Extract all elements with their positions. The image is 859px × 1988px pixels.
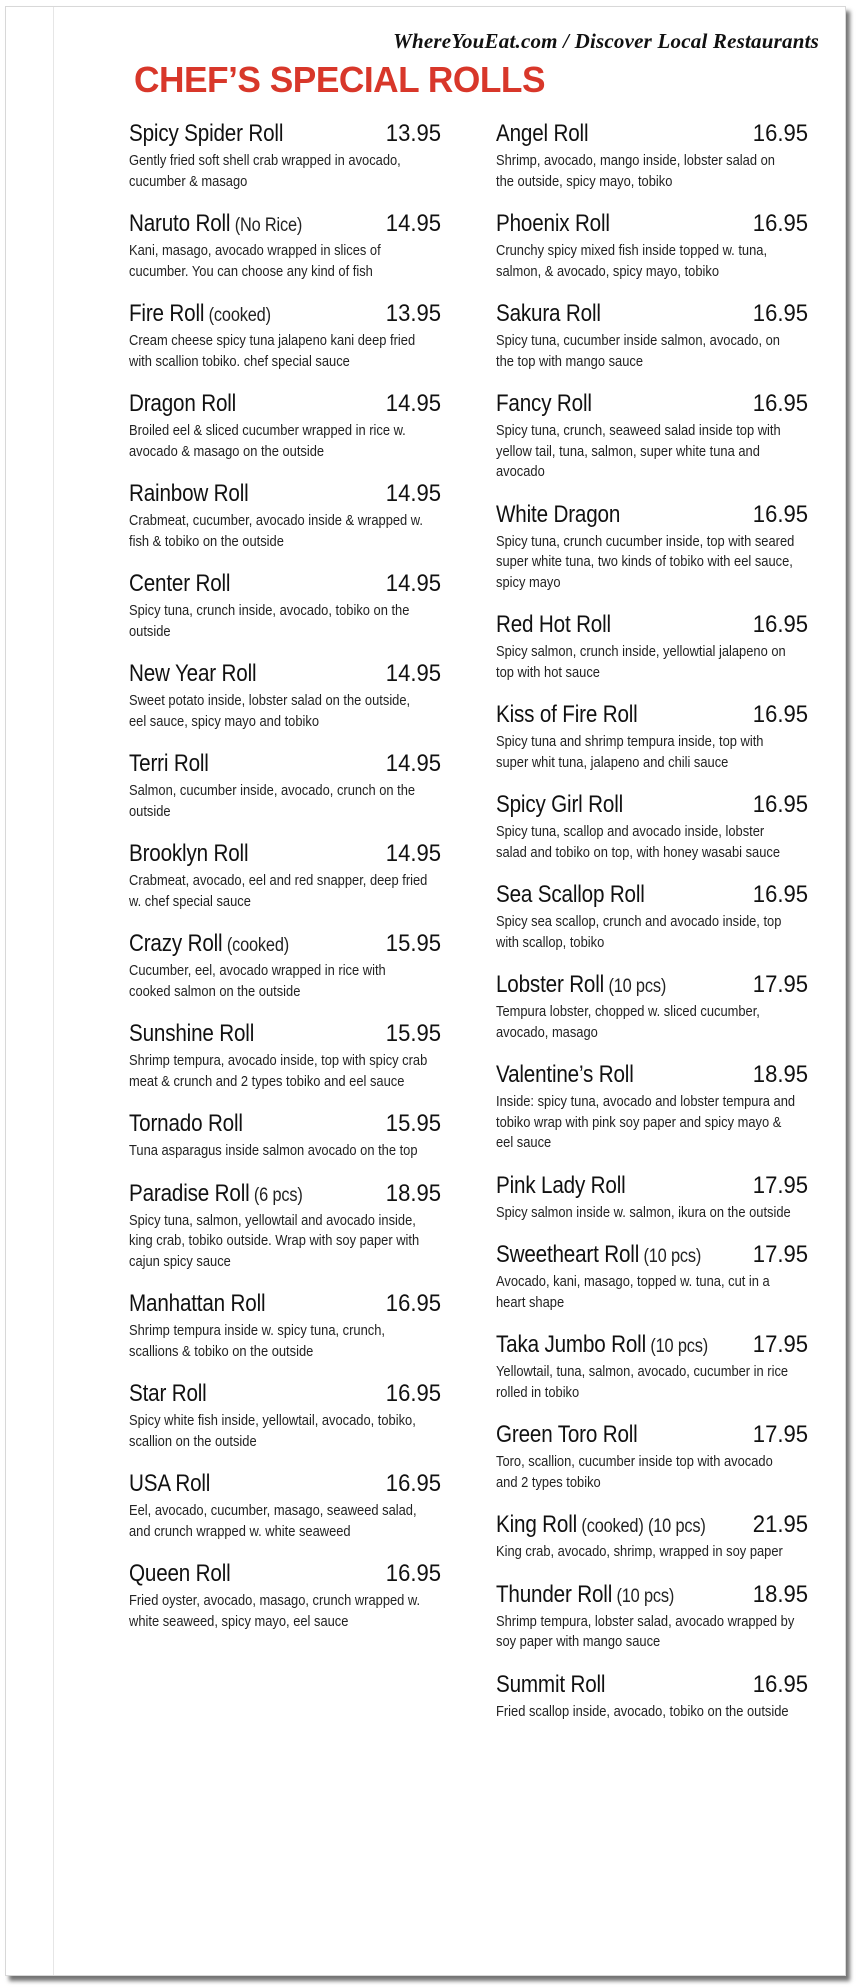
menu-item-title: Phoenix Roll — [496, 210, 610, 237]
menu-item-title: Thunder Roll — [496, 1580, 613, 1608]
menu-item-price: 18.95 — [752, 1061, 808, 1088]
menu-item-name — [496, 701, 638, 731]
menu-item-name — [129, 930, 289, 960]
menu-item-header — [496, 1671, 808, 1701]
menu-item-description: Fried scallop inside, avocado, tobiko on the outside — [496, 1702, 789, 1720]
menu-item-title: Angel Roll — [496, 120, 589, 147]
menu-item-description: Kani, masago, avocado wrapped in slices of cucumber. You can choose any kind of fish — [129, 242, 381, 280]
menu-item-title: Sweetheart Roll — [496, 1241, 640, 1268]
page-fold-line — [53, 7, 54, 1975]
menu-item-price: 14.95 — [385, 480, 441, 507]
menu-item-price: 16.95 — [752, 120, 808, 147]
menu-item — [129, 480, 449, 552]
menu-item-name — [129, 840, 248, 870]
menu-item-header — [129, 120, 441, 150]
menu-item — [496, 1421, 816, 1493]
menu-item-note: (No Rice) — [230, 215, 303, 236]
menu-item-title: USA Roll — [129, 1470, 211, 1497]
menu-item-price: 18.95 — [752, 1580, 808, 1608]
menu-item-price: 16.95 — [752, 210, 808, 237]
menu-item-note: (10 pcs) — [604, 976, 667, 997]
menu-item-name — [129, 1020, 254, 1050]
menu-item-title: Red Hot Roll — [496, 611, 611, 638]
menu-item-description: Avocado, kani, masago, topped w. tuna, cut in a heart shape — [496, 1273, 770, 1311]
menu-item-price: 13.95 — [385, 120, 441, 147]
menu-item-price: 17.95 — [752, 1421, 808, 1448]
menu-item-name — [496, 120, 588, 150]
menu-item-title: Dragon Roll — [129, 390, 237, 417]
menu-item-header — [496, 1331, 808, 1361]
menu-item-header — [129, 660, 441, 690]
menu-item — [129, 750, 449, 822]
menu-item-header — [496, 390, 808, 420]
menu-item-header — [129, 1560, 441, 1590]
menu-item-price: 16.95 — [385, 1380, 441, 1407]
menu-item — [496, 390, 816, 483]
menu-item-description: Sweet potato inside, lobster salad on the outside, eel sauce, spicy mayo and tobiko — [129, 692, 411, 730]
menu-item-name — [496, 1511, 706, 1541]
menu-item — [496, 1172, 816, 1224]
menu-item-header — [129, 480, 441, 510]
menu-item-name — [129, 390, 236, 420]
menu-item — [496, 1671, 816, 1723]
menu-item-description: Tempura lobster, chopped w. sliced cucumber, avocado, masago — [496, 1003, 760, 1041]
menu-item-header — [496, 300, 808, 330]
menu-item — [496, 1511, 816, 1563]
menu-item-name — [496, 1421, 638, 1451]
menu-item-name — [496, 210, 610, 240]
menu-item-price: 16.95 — [752, 881, 808, 908]
menu-item-description: Eel, avocado, cucumber, masago, seaweed salad, and crunch wrapped w. white seaweed — [129, 1502, 417, 1540]
menu-item — [129, 1560, 449, 1632]
menu-item — [129, 570, 449, 642]
menu-item-header — [496, 881, 808, 911]
menu-item — [496, 701, 816, 773]
menu-item — [129, 1110, 449, 1162]
menu-item-name — [496, 791, 623, 821]
menu-item-name — [496, 611, 611, 641]
menu-item-name — [129, 750, 209, 780]
menu-item-name — [129, 1380, 207, 1410]
menu-item-title: Brooklyn Roll — [129, 840, 249, 867]
menu-item — [496, 791, 816, 863]
menu-item — [129, 1470, 449, 1542]
menu-item — [129, 840, 449, 912]
menu-item-title: Terri Roll — [129, 750, 209, 777]
menu-item-title: Fancy Roll — [496, 390, 592, 417]
menu-item-price: 16.95 — [752, 611, 808, 638]
menu-item-header — [496, 1511, 808, 1541]
menu-item — [496, 1241, 816, 1313]
menu-item-header — [496, 1172, 808, 1202]
menu-item-header — [129, 1470, 441, 1500]
site-watermark: WhereYouEat.com / Discover Local Restaurants — [393, 29, 819, 53]
menu-item-name — [129, 570, 230, 600]
menu-item-name — [496, 1331, 708, 1361]
menu-item-name — [129, 1180, 303, 1210]
menu-item-price: 16.95 — [752, 390, 808, 417]
menu-item-name — [129, 1110, 243, 1140]
menu-item-description: Salmon, cucumber inside, avocado, crunch on the outside — [129, 782, 416, 820]
menu-item-header — [496, 1061, 808, 1091]
menu-item — [129, 1020, 449, 1092]
menu-item-name — [129, 480, 249, 510]
menu-item-price: 15.95 — [385, 1020, 441, 1047]
menu-item-title: White Dragon — [496, 500, 621, 528]
menu-item-description: Spicy tuna, salmon, yellowtail and avocado inside, king crab, tobiko outside. Wrap with soy paper with cajun spicy sauce — [129, 1211, 420, 1270]
menu-item-description: Toro, scallion, cucumber inside top with avocado and 2 types tobiko — [496, 1453, 773, 1491]
menu-item-name — [129, 300, 271, 330]
menu-item-note: (10 pcs) — [612, 1585, 675, 1607]
menu-item-name — [496, 1061, 634, 1091]
menu-item-description: Spicy tuna, crunch inside, avocado, tobiko on the outside — [129, 602, 410, 640]
menu-item-name — [496, 1581, 674, 1611]
menu-item-name — [129, 210, 302, 240]
menu-item-description: Shrimp tempura, avocado inside, top with spicy crab meat & crunch and 2 types tobiko and eel sauce — [129, 1052, 428, 1090]
menu-item-header — [129, 1110, 441, 1140]
menu-item-header — [496, 1581, 808, 1611]
menu-item-title: New Year Roll — [129, 660, 257, 687]
menu-item-description: Shrimp tempura inside w. spicy tuna, crunch, scallions & tobiko on the outside — [129, 1322, 385, 1360]
menu-column-left — [129, 120, 449, 1650]
menu-item-description: Spicy sea scallop, crunch and avocado inside, top with scallop, tobiko — [496, 913, 782, 951]
menu-item-note: (cooked) (10 pcs) — [577, 1516, 706, 1537]
menu-item-description: Crabmeat, cucumber, avocado inside & wrapped w. fish & tobiko on the outside — [129, 512, 423, 550]
menu-item-header — [496, 971, 808, 1001]
menu-item-title: Green Toro Roll — [496, 1421, 638, 1448]
menu-item-price: 16.95 — [385, 1560, 441, 1587]
menu-item-header — [129, 1290, 441, 1320]
menu-item — [496, 881, 816, 953]
menu-item-title: Lobster Roll — [496, 971, 605, 998]
menu-item-header — [496, 120, 808, 150]
menu-item-description: Gently fried soft shell crab wrapped in avocado, cucumber & masago — [129, 152, 401, 190]
menu-item-price: 21.95 — [752, 1511, 808, 1538]
menu-item-header — [496, 1241, 808, 1271]
menu-item-title: Pink Lady Roll — [496, 1171, 626, 1199]
menu-item — [129, 930, 449, 1002]
menu-item-title: Valentine’s Roll — [496, 1061, 634, 1088]
menu-item-description: King crab, avocado, shrimp, wrapped in soy paper — [496, 1543, 783, 1560]
menu-item-description: Inside: spicy tuna, avocado and lobster tempura and tobiko wrap with pink soy paper and spicy mayo & eel sauce — [496, 1093, 796, 1151]
menu-item-header — [129, 300, 441, 330]
menu-item-description: Fried oyster, avocado, masago, crunch wrapped w. white seaweed, spicy mayo, eel sauce — [129, 1592, 421, 1630]
menu-item-header — [496, 611, 808, 641]
menu-item-title: Rainbow Roll — [129, 480, 249, 507]
menu-item-header — [129, 750, 441, 780]
menu-item-note: (cooked) — [204, 305, 271, 326]
menu-item-note: (10 pcs) — [646, 1336, 709, 1357]
menu-item-price: 16.95 — [385, 1290, 441, 1317]
menu-item-name — [496, 390, 592, 420]
menu-item — [496, 120, 816, 192]
menu-item-price: 16.95 — [752, 701, 808, 728]
menu-item-price: 14.95 — [385, 840, 441, 867]
menu-item — [129, 120, 449, 192]
menu-item-description: Shrimp tempura, lobster salad, avocado wrapped by soy paper with mango sauce — [496, 1612, 795, 1650]
menu-item-note: (6 pcs) — [249, 1184, 303, 1206]
menu-item — [129, 1290, 449, 1362]
menu-item-price: 16.95 — [752, 1670, 808, 1698]
menu-item-description: Spicy tuna, cucumber inside salmon, avocado, on the top with mango sauce — [496, 332, 780, 370]
menu-item-title: Spicy Spider Roll — [129, 120, 284, 147]
menu-item-price: 14.95 — [385, 750, 441, 777]
menu-item-header — [496, 210, 808, 240]
menu-item-name — [129, 660, 256, 690]
menu-item-title: Star Roll — [129, 1380, 207, 1407]
menu-item-description: Spicy tuna and shrimp tempura inside, top with super whit tuna, jalapeno and chili sauce — [496, 733, 764, 771]
menu-item-price: 17.95 — [752, 1241, 808, 1268]
menu-item-price: 13.95 — [385, 300, 441, 327]
menu-item-header — [129, 1380, 441, 1410]
menu-item-header — [129, 840, 441, 870]
menu-item-price: 17.95 — [752, 1171, 808, 1199]
menu-item-description: Spicy salmon, crunch inside, yellowtial jalapeno on top with hot sauce — [496, 643, 786, 681]
menu-item-title: Crazy Roll — [129, 930, 223, 957]
menu-item-price: 15.95 — [385, 1110, 441, 1137]
menu-item-description: Spicy tuna, crunch cucumber inside, top with seared super white tuna, two kinds of tobiko with eel sauce, spicy mayo — [496, 532, 795, 591]
menu-item-description: Crunchy spicy mixed fish inside topped w. tuna, salmon, & avocado, spicy mayo, tobiko — [496, 242, 768, 280]
menu-item-title: Center Roll — [129, 570, 231, 597]
menu-item-header — [496, 1421, 808, 1451]
menu-item — [129, 210, 449, 282]
menu-item-price: 14.95 — [385, 210, 441, 237]
menu-item — [129, 1180, 449, 1273]
menu-item — [496, 971, 816, 1043]
menu-item-price: 16.95 — [752, 500, 808, 528]
menu-item-price: 16.95 — [752, 791, 808, 818]
menu-item-description: Spicy salmon inside w. salmon, ikura on the outside — [496, 1203, 791, 1221]
menu-item-header — [129, 930, 441, 960]
menu-item-name — [496, 300, 601, 330]
menu-item-price: 14.95 — [385, 660, 441, 687]
menu-item — [496, 611, 816, 683]
menu-item-name — [496, 1172, 626, 1202]
menu-item-header — [496, 701, 808, 731]
menu-item — [496, 300, 816, 372]
menu-item-description: Spicy white fish inside, yellowtail, avocado, tobiko, scallion on the outside — [129, 1412, 416, 1450]
menu-item-name — [129, 120, 283, 150]
menu-item — [496, 1061, 816, 1154]
menu-item-title: Tornado Roll — [129, 1110, 243, 1137]
menu-item-price: 17.95 — [752, 971, 808, 998]
menu-item-name — [129, 1560, 231, 1590]
menu-item-description: Broiled eel & sliced cucumber wrapped in rice w. avocado & masago on the outside — [129, 422, 406, 460]
menu-item-name — [496, 971, 666, 1001]
menu-item-name — [496, 1671, 605, 1701]
menu-item-title: Paradise Roll — [129, 1179, 250, 1207]
menu-item-description: Spicy tuna, scallop and avocado inside, lobster salad and tobiko on top, with honey wasabi sauce — [496, 823, 781, 861]
menu-item-description: Cucumber, eel, avocado wrapped in rice with cooked salmon on the outside — [129, 962, 386, 1000]
menu-item-description: Tuna asparagus inside salmon avocado on the top — [129, 1142, 418, 1159]
menu-item-price: 14.95 — [385, 390, 441, 417]
menu-item — [129, 660, 449, 732]
menu-item-title: Sea Scallop Roll — [496, 881, 645, 908]
menu-item-price: 17.95 — [752, 1331, 808, 1358]
menu-item-header — [129, 1020, 441, 1050]
menu-item-title: Taka Jumbo Roll — [496, 1331, 647, 1358]
menu-item-title: Manhattan Roll — [129, 1290, 266, 1317]
menu-item-name — [496, 501, 620, 531]
menu-item-note: (cooked) — [222, 935, 290, 956]
menu-item — [129, 390, 449, 462]
menu-item-header — [129, 570, 441, 600]
menu-item-header — [129, 210, 441, 240]
menu-item-header — [496, 791, 808, 821]
menu-item-price: 15.95 — [385, 930, 441, 957]
menu-item-name — [129, 1470, 210, 1500]
menu-item-description: Cream cheese spicy tuna jalapeno kani deep fried with scallion tobiko. chef special sauce — [129, 332, 416, 370]
menu-item — [496, 1581, 816, 1653]
menu-item-title: King Roll — [496, 1511, 578, 1538]
menu-item — [496, 501, 816, 594]
menu-item-header — [129, 390, 441, 420]
menu-item-note: (10 pcs) — [639, 1246, 702, 1267]
menu-item-title: Spicy Girl Roll — [496, 791, 624, 818]
menu-item-title: Naruto Roll — [129, 210, 231, 237]
menu-item-description: Shrimp, avocado, mango inside, lobster salad on the outside, spicy mayo, tobiko — [496, 152, 775, 190]
menu-item — [496, 210, 816, 282]
menu-item-header — [496, 501, 808, 531]
menu-item-price: 18.95 — [385, 1179, 441, 1207]
menu-item-name — [129, 1290, 265, 1320]
menu-item — [496, 1331, 816, 1403]
menu-item-header — [129, 1180, 441, 1210]
menu-item-title: Fire Roll — [129, 300, 205, 327]
menu-item-price: 16.95 — [385, 1470, 441, 1497]
menu-item-price: 16.95 — [752, 300, 808, 327]
menu-item-description: Yellowtail, tuna, salmon, avocado, cucumber in rice rolled in tobiko — [496, 1363, 789, 1401]
menu-item-title: Sunshine Roll — [129, 1020, 255, 1047]
menu-item-name — [496, 881, 645, 911]
menu-item-name — [496, 1241, 701, 1271]
page-title: CHEF’S SPECIAL ROLLS — [134, 59, 546, 100]
menu-item — [129, 1380, 449, 1452]
menu-item-description: Spicy tuna, crunch, seaweed salad inside top with yellow tail, tuna, salmon, super white tuna and avocado — [496, 422, 781, 480]
menu-item-title: Kiss of Fire Roll — [496, 701, 638, 728]
menu-item — [129, 300, 449, 372]
menu-item-title: Sakura Roll — [496, 300, 601, 327]
menu-item-description: Crabmeat, avocado, eel and red snapper, deep fried w. chef special sauce — [129, 872, 428, 910]
menu-item-title: Queen Roll — [129, 1560, 231, 1587]
menu-item-price: 14.95 — [385, 570, 441, 597]
menu-item-title: Summit Roll — [496, 1670, 606, 1698]
menu-column-right — [496, 120, 816, 1740]
